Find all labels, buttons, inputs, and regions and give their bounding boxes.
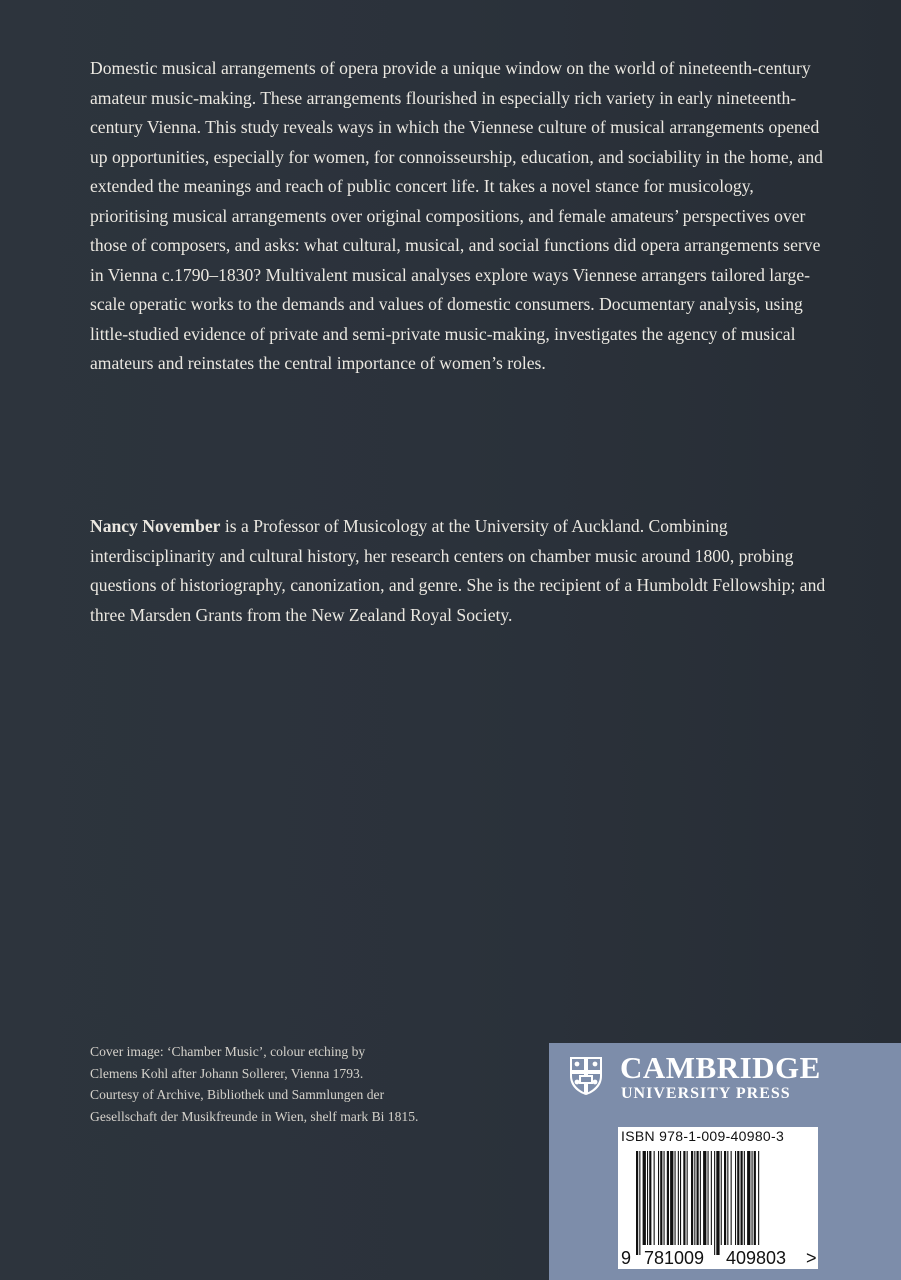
credit-line: Gesellschaft der Musikfreunde in Wien, shelf mark Bi 1815. — [90, 1108, 419, 1124]
barcode-bar — [678, 1151, 679, 1245]
barcode-digit-first: 9 — [621, 1248, 632, 1268]
barcode-quiet-mark: > — [806, 1248, 817, 1268]
publisher-panel — [549, 1043, 901, 1280]
barcode-bar — [639, 1151, 640, 1255]
barcode-bar — [691, 1151, 693, 1245]
barcode-bar — [649, 1151, 651, 1245]
isbn-label: ISBN 978-1-009-40980-3 — [621, 1128, 785, 1144]
barcode-bar — [670, 1151, 673, 1245]
barcode-bar — [735, 1151, 736, 1245]
barcode-bar — [658, 1151, 659, 1245]
barcode-bar — [711, 1151, 712, 1245]
barcode-bar — [716, 1151, 719, 1255]
barcode-bar — [683, 1151, 685, 1245]
barcode-bar — [758, 1151, 759, 1245]
university-shield-icon — [569, 1056, 603, 1096]
publisher-subtitle: UNIVERSITY PRESS — [621, 1085, 791, 1102]
barcode-digit-group-2: 409803 — [726, 1248, 787, 1268]
barcode-bar — [694, 1151, 695, 1245]
author-bio — [90, 512, 830, 630]
barcode-bar — [664, 1151, 665, 1245]
barcode-bar — [703, 1151, 706, 1245]
barcode-bar — [654, 1151, 655, 1245]
barcode-bar — [731, 1151, 732, 1245]
barcode-bar — [660, 1151, 662, 1245]
barcode-bar — [636, 1151, 638, 1255]
credit-line: Courtesy of Archive, Bibliothek und Sammlungen der — [90, 1087, 385, 1102]
barcode-bar — [680, 1151, 681, 1245]
barcode-bar — [754, 1151, 756, 1245]
barcode-bar — [752, 1151, 753, 1245]
barcode-bar — [708, 1151, 709, 1245]
author-bio-text: is a Professor of Musicology at the University of Auckland. Combining interdisciplinarity and cultural history, her research centers on chamber music around 1800, probing questions of historiography, canonization, and genre. She is the recipient of a Humboldt Fellowship; and three Marsden Grants from the New Zealand Royal Society. — [90, 516, 826, 625]
barcode-digit-group-1: 781009 — [644, 1248, 705, 1268]
author-name: Nancy November — [90, 516, 221, 536]
barcode-bar — [714, 1151, 715, 1255]
barcode-bar — [667, 1151, 669, 1245]
cover-image-credit — [90, 1041, 520, 1127]
barcode-bar — [697, 1151, 699, 1245]
barcode-bar — [687, 1151, 688, 1245]
book-description: Domestic musical arrangements of opera provide a unique window on the world of nineteenth-century amateur music-making. These arrangements flourished in especially rich variety in early nineteenth-century Vienna. This study reveals ways in which the Viennese culture of musical arrangements opened up opportunities, especially for women, for connoisseurship, education, and sociability in the home, and extended the meanings and reach of public concert life. It takes a novel stance for musicology, prioritising musical arrangements over original compositions, and female amateurs’ perspectives over those of composers, and asks: what cultural, musical, and social functions did opera arrangements serve in Vienna c.1790–1830? Multivalent musical analyses explore ways Viennese arrangers tailored large-scale operatic works to the demands and values of domestic consumers. Documentary analysis, using little-studied evidence of private and semi-private music-making, investigates the agency of musical amateurs and reinstates the central importance of women’s roles. — [90, 58, 823, 373]
credit-line: Cover image: ‘Chamber Music’, colour etching by — [90, 1044, 366, 1059]
barcode-bar — [721, 1151, 722, 1245]
barcode-bar — [675, 1151, 676, 1245]
barcode-bar — [747, 1151, 750, 1245]
credit-line: Clemens Kohl after Johann Sollerer, Vienna 1793. — [90, 1065, 364, 1081]
barcode-bar — [700, 1151, 701, 1245]
barcode-bar — [643, 1151, 646, 1245]
barcode-bar — [647, 1151, 648, 1245]
barcode-bar — [744, 1151, 745, 1245]
barcode-bar — [724, 1151, 726, 1245]
barcode-bar — [727, 1151, 728, 1245]
publisher-name: CAMBRIDGE — [620, 1050, 821, 1085]
barcode-bar — [741, 1151, 743, 1245]
barcode-bar — [737, 1151, 739, 1245]
isbn-barcode — [618, 1127, 818, 1269]
